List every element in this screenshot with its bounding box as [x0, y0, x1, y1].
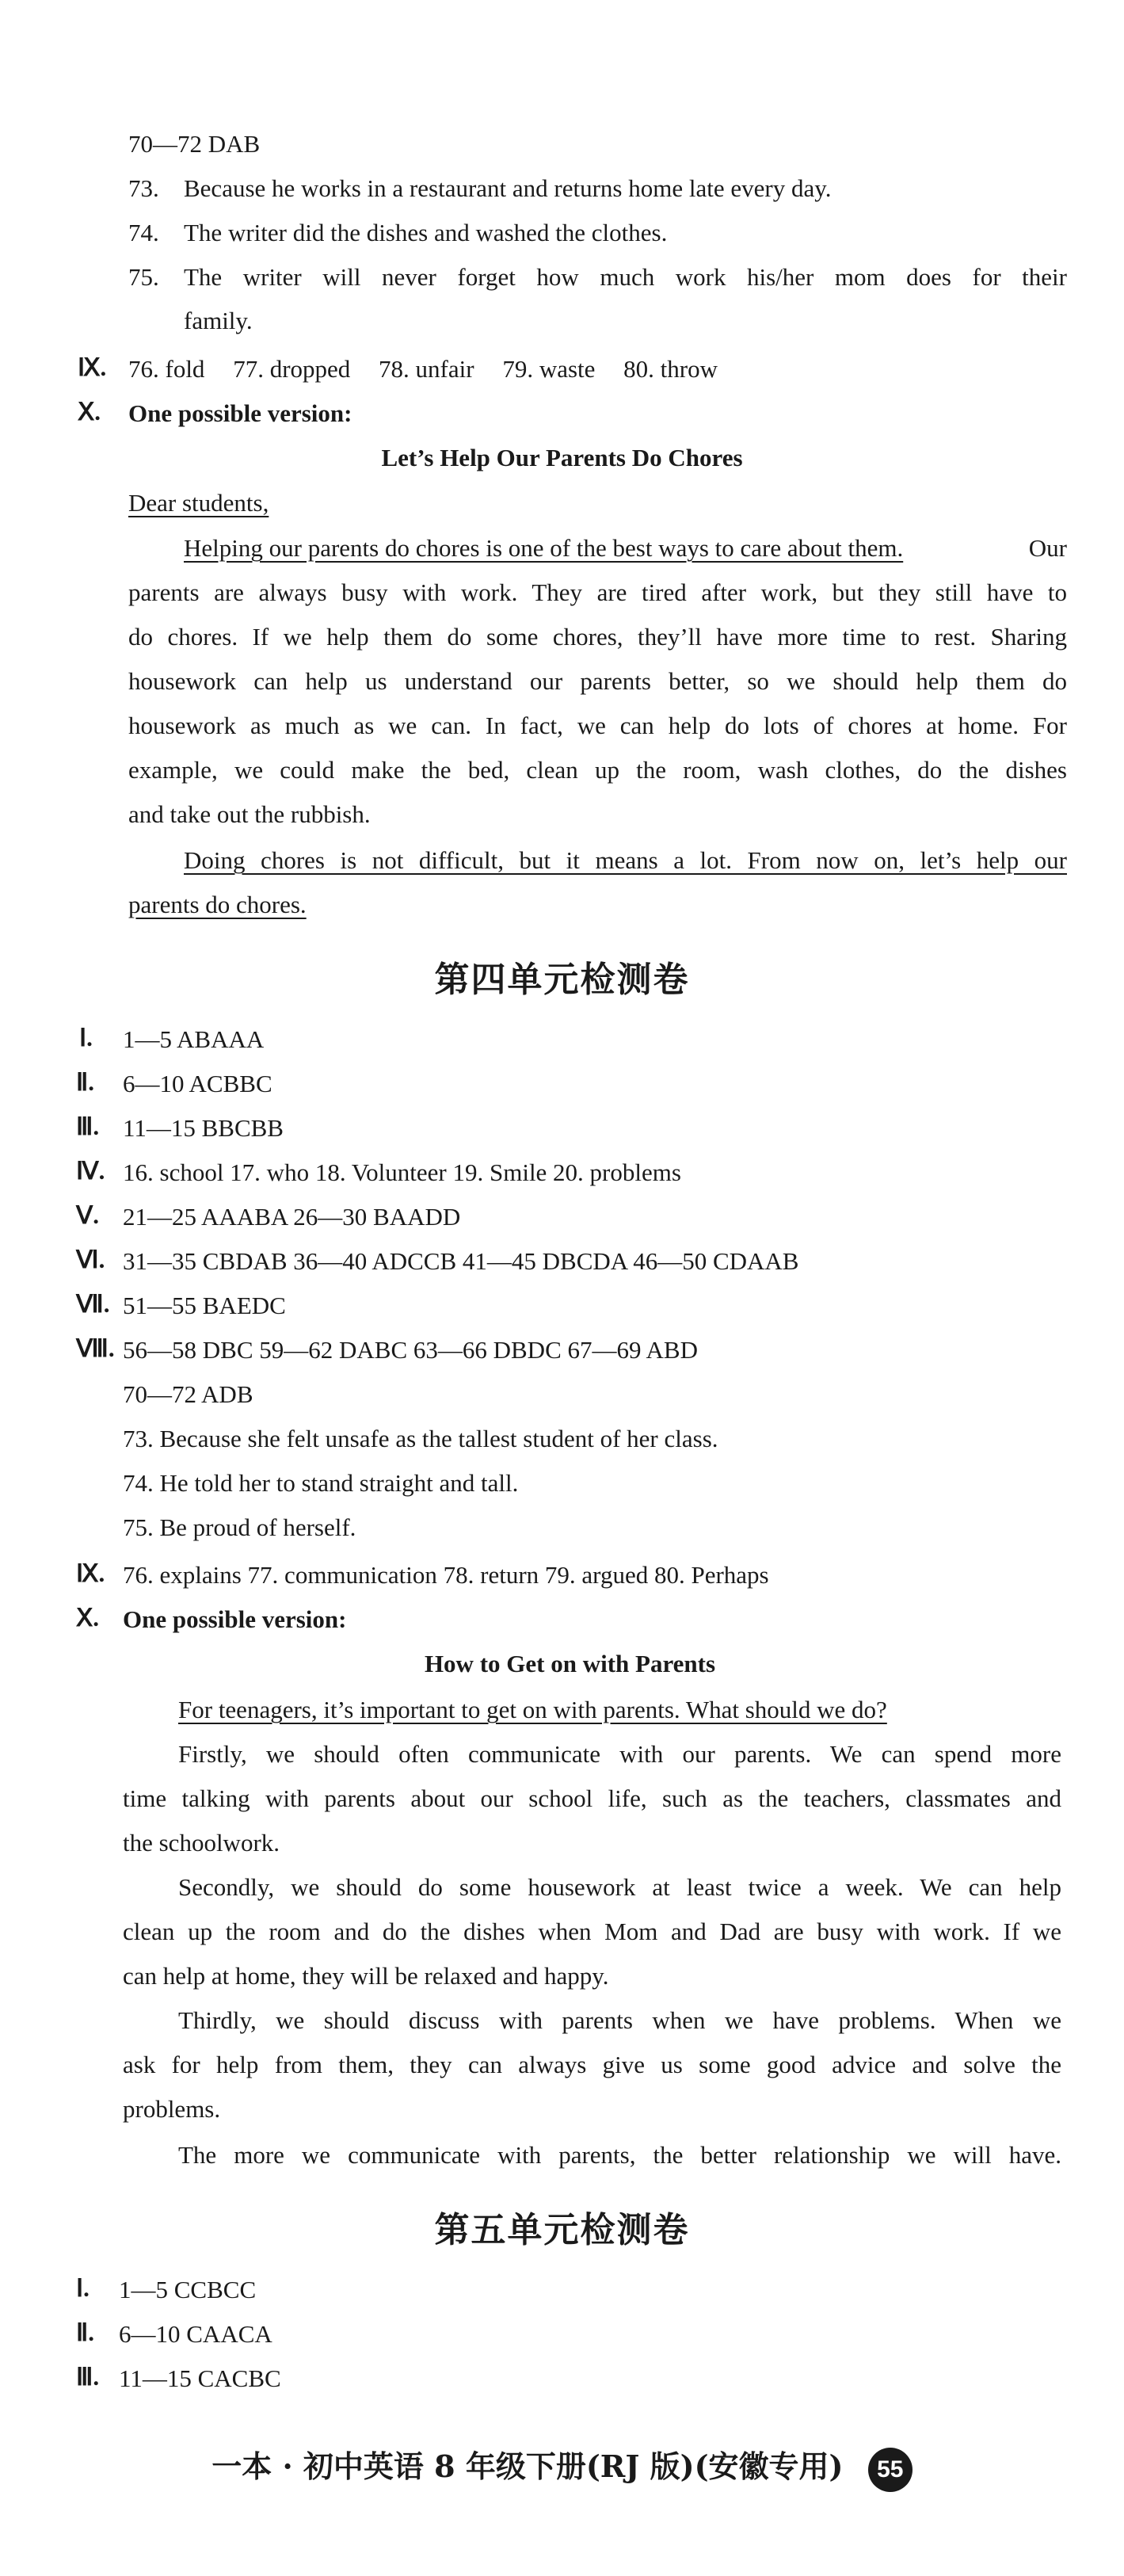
- essay-p2-line: Doing chores is not difficult, but it means a lot. From now on, let’s help our: [184, 846, 1067, 874]
- u4-section-x-label: Ⅹ.: [76, 1604, 99, 1631]
- essay2-p2-line: clean up the room and do the dishes when Mom and Dad are busy with work. If we: [123, 1918, 1061, 1945]
- u4-label-6: Ⅵ.: [76, 1246, 105, 1273]
- essay2-p1-line: time talking with parents about our school life, such as the teachers, classmates and: [123, 1784, 1061, 1812]
- u5-label-1: Ⅰ.: [76, 2274, 90, 2302]
- essay2-p3-line: ask for help from them, they can always give us some good advice and solve the: [123, 2051, 1061, 2078]
- u4-label-7: Ⅶ.: [76, 1290, 110, 1318]
- u4-answer-73: 73. Because she felt unsafe as the tallest student of her class.: [123, 1425, 718, 1452]
- u4-label-4: Ⅳ.: [76, 1157, 105, 1185]
- u4-row-6: 31—35 CBDAB 36—40 ADCCB 41—45 DBCDA 46—50 CDAAB: [123, 1247, 799, 1275]
- essay-p1-line: housework as much as we can. In fact, we can help do lots of chores at home. For: [128, 712, 1067, 739]
- u5-label-3: Ⅲ.: [76, 2363, 100, 2391]
- unit4-title: 第四单元检测卷: [434, 960, 690, 1000]
- u4-answer-74: 74. He told her to stand straight and tall.: [123, 1469, 519, 1497]
- essay-p1-line: do chores. If we help them do some chores, they’ll have more time to rest. Sharing: [128, 623, 1067, 651]
- u4-row-4: 16. school 17. who 18. Volunteer 19. Smile 20. problems: [123, 1158, 681, 1186]
- q75-number: 75.: [128, 263, 159, 291]
- u4-label-5: Ⅴ.: [76, 1201, 99, 1229]
- u4-answer-70-72: 70—72 ADB: [123, 1380, 253, 1408]
- essay-p1-topic: Helping our parents do chores is one of the best ways to care about them.: [184, 534, 904, 562]
- u5-row-3: 11—15 CACBC: [119, 2364, 281, 2392]
- unit5-title: 第五单元检测卷: [434, 2210, 690, 2250]
- u4-row-5: 21—25 AAABA 26—30 BAADD: [123, 1203, 461, 1231]
- u5-row-2: 6—10 CAACA: [119, 2320, 272, 2348]
- section-ix-answers: [128, 353, 718, 385]
- essay2-p1-last: the schoolwork.: [123, 1829, 280, 1857]
- essay-p1-line: parents are always busy with work. They are tired after work, but they still have to: [128, 578, 1067, 606]
- u4-label-3: Ⅲ.: [76, 1112, 100, 1140]
- essay-p1-last: and take out the rubbish.: [128, 800, 371, 828]
- essay2-p1-line: Firstly, we should often communicate with our parents. We can spend more: [178, 1740, 1061, 1768]
- essay-p2-last: parents do chores.: [128, 891, 307, 918]
- essay-p1-line: example, we could make the bed, clean up the room, wash clothes, do the dishes: [128, 756, 1067, 784]
- essay2-p3-last: problems.: [123, 2095, 221, 2123]
- ix-76: 76. fold: [128, 355, 205, 383]
- ix-77: 77. dropped: [233, 355, 351, 383]
- u4-label-8: Ⅷ.: [76, 1334, 115, 1362]
- essay-p1-tail: Our: [1028, 534, 1067, 562]
- page-footer: [0, 2442, 1124, 2492]
- u4-section-ix-label: Ⅸ.: [76, 1559, 105, 1587]
- q75-answer: The writer will never forget how much work his/her mom does for their: [184, 263, 1067, 291]
- u4-row-8: 56—58 DBC 59—62 DABC 63—66 DBDC 67—69 ABD: [123, 1336, 698, 1364]
- u5-row-1: 1—5 CCBCC: [119, 2276, 257, 2303]
- essay2-p2-last: can help at home, they will be relaxed and happy.: [123, 1962, 609, 1990]
- q74-answer: The writer did the dishes and washed the clothes.: [184, 219, 668, 246]
- essay-p1-line: housework can help us understand our parents better, so we should help them do: [128, 667, 1067, 695]
- q73-answer: Because he works in a restaurant and returns home late every day.: [184, 174, 832, 202]
- essay-title-parents: How to Get on with Parents: [424, 1650, 716, 1677]
- u4-section-x-text: One possible version:: [123, 1605, 347, 1633]
- essay2-intro: For teenagers, it’s important to get on with parents. What should we do?: [178, 1696, 887, 1723]
- u4-row-3: 11—15 BBCBB: [123, 1114, 284, 1142]
- ix-78: 78. unfair: [379, 355, 474, 383]
- u4-label-2: Ⅱ.: [76, 1068, 95, 1096]
- section-x-label: Ⅹ.: [78, 398, 101, 426]
- u4-label-1: Ⅰ.: [79, 1024, 93, 1051]
- page-number: 55: [868, 2448, 913, 2492]
- essay2-p3-line: Thirdly, we should discuss with parents when we have problems. When we: [178, 2006, 1061, 2034]
- essay2-p4: The more we communicate with parents, the better relationship we will have.: [178, 2141, 1061, 2169]
- u4-row-2: 6—10 ACBBC: [123, 1070, 272, 1097]
- footer-book-title: 一本 · 初中英语 8 年级下册(RJ 版)(安徽专用): [211, 2448, 844, 2484]
- u4-answer-75: 75. Be proud of herself.: [123, 1513, 356, 1541]
- u5-label-2: Ⅱ.: [76, 2318, 95, 2346]
- section-ix-label: Ⅸ.: [78, 353, 107, 381]
- q75-answer-cont: family.: [184, 307, 253, 334]
- essay-p1-first: [184, 532, 1067, 564]
- essay-greeting: Dear students,: [128, 489, 269, 517]
- essay-title-chores: Let’s Help Our Parents Do Chores: [381, 444, 743, 471]
- q74-number: 74.: [128, 219, 159, 246]
- section-x-text: One possible version:: [128, 399, 352, 427]
- q73-number: 73.: [128, 174, 159, 202]
- u4-section-ix-answers: 76. explains 77. communication 78. return 79. argued 80. Perhaps: [123, 1561, 769, 1589]
- answer-70-72: 70—72 DAB: [128, 130, 261, 158]
- u4-row-7: 51—55 BAEDC: [123, 1292, 286, 1319]
- u4-row-1: 1—5 ABAAA: [123, 1025, 265, 1053]
- ix-80: 80. throw: [623, 355, 718, 383]
- ix-79: 79. waste: [502, 355, 596, 383]
- essay2-p2-line: Secondly, we should do some housework at least twice a week. We can help: [178, 1873, 1061, 1901]
